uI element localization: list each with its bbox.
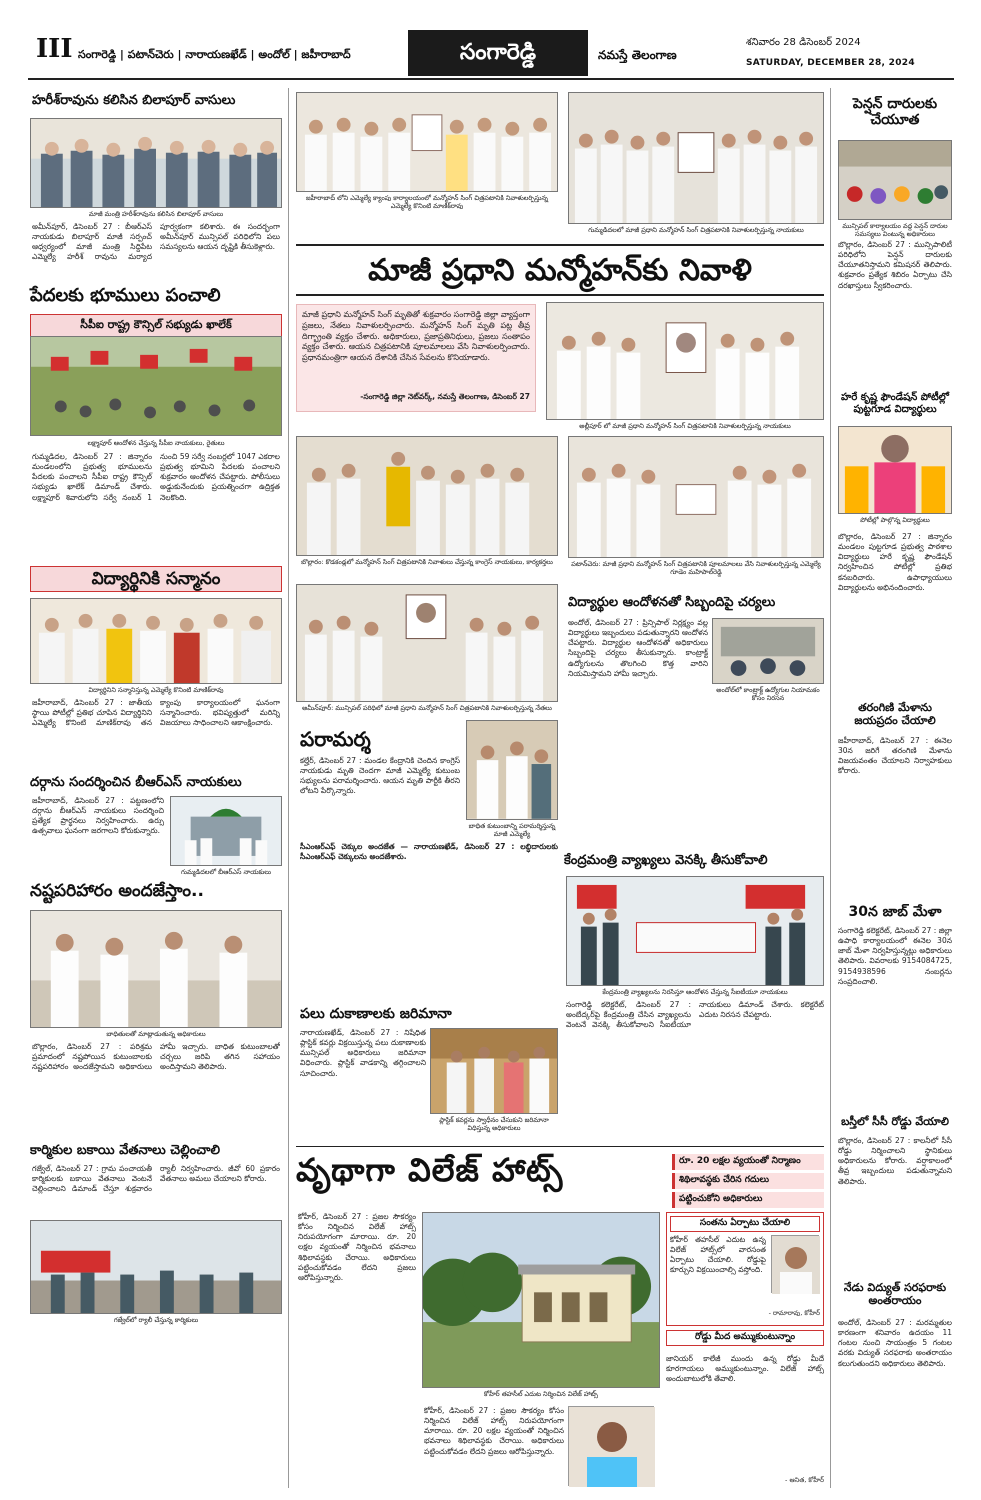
story-photo (30, 336, 282, 436)
photo-caption: బాధితులతో మాట్లాడుతున్న అధికారులు (106, 1030, 206, 1038)
photo-caption: అందోల్‌లో కాంట్రాక్ట్ ఉద్యోగుల నియామకం కోసం నిరసన (716, 686, 820, 703)
story-body: సంగారెడ్డి కలెక్టరేట్, డిసెంబర్ 27 : అంబేద్కర్‌పై కేంద్రమంత్రి చేసిన వ్యాఖ్యలను వెంటనే వెనక్కి తీసుకోవాలని సీఐటీయూ నాయకులు డిమాండ్ చేశారు. కలెక్టరేట్ ఎదుట నిరసన చేపట్టారు. (566, 1000, 824, 1030)
newspaper-name: నమస్తే తెలంగాణ (598, 48, 677, 62)
quote-box (666, 1212, 824, 1326)
story-headline: విద్యార్థినికి సన్మానం (30, 566, 282, 592)
photo-caption: గజ్వేల్‌లో ర్యాలీ చేస్తున్న కార్మికులు (113, 1316, 199, 1324)
region-list: సంగారెడ్డి | పటాన్‌చెరు | నారాయణఖేడ్ | అందోల్ | జహీరాబాద్ (78, 48, 351, 61)
story-headline: కార్మికుల బకాయి వేతనాలు చెల్లించాలి (30, 1143, 221, 1158)
story-body: నారాయణఖేడ్, డిసెంబర్ 27 : నిషేధిత ప్లాస్టిక్ కవర్లు విక్రయిస్తున్న పలు దుకాణాలకు మున్సిపల్ అధికారులు జరిమానా విధించారు. ప్లాస్టిక్ వాడకాన్ని తగ్గించాలని సూచించారు. (300, 1028, 426, 1078)
feature-body-cont: కోహీర్, డిసెంబర్ 27 : ప్రజల సౌకర్యం కోసం నిర్మించిన విలేజ్ హాట్స్ నిరుపయోగంగా మారాయి. రూ. 20 లక్షల వ్యయంతో నిర్మించిన భవనాలు శిథిలావస్థకు చేరాయి. అధికారులు పట్టించుకోవడం లేదని ప్రజలు ఆరోపిస్తున్నారు. (424, 1406, 564, 1456)
photo-caption: జహీరాబాద్ లోని ఎమ్మెల్యే క్యాంపు కార్యాలయంలో మన్మోహన్ సింగ్ చిత్రపటానికి నివాళులర్పిస్తున్న ఎమ్మెల్యే కొనింటి మాణిక్‌రావు (305, 194, 549, 211)
photo-caption: మున్సిపల్ కార్యాలయం వద్ద పెన్షన్ దారుల సమస్యలు వింటున్న అధికారులు (842, 222, 948, 239)
story-headline: పలు దుకాణాలకు జరిమానా (300, 1006, 452, 1022)
photo-caption: లక్ష్మాపూర్ ఆందోళన చేస్తున్న సీపీఐ నాయకులు, రైతులు (87, 439, 225, 447)
date-telugu: శనివారం 28 డిసెంబర్ 2024 (746, 37, 861, 48)
quote-headline-row (666, 1330, 824, 1350)
story-body: బొల్లారం, డిసెంబర్ 27 : పరిశ్రమ ప్రమాదంలో నష్టపోయిన కుటుంబాలకు నష్టపరిహారం అందజేస్తామని అధికారులు హామీ ఇచ్చారు. బాధిత కుటుంబాలతో చర్చలు జరిపి తగిన సహాయం అందిస్తామని తెలిపారు. (32, 1042, 280, 1072)
story-body: కల్హేర్, డిసెంబర్ 27 : మండల కేంద్రానికి చెందిన కాంగ్రెస్ నాయకుడు మృతి చెందగా మాజీ ఎమ్మెల్యే కుటుంబ సభ్యులను పరామర్శించారు. ఆయన మృతి పార్టీకి తీరని లోటని పేర్కొన్నారు. (300, 756, 460, 796)
feature-photo (422, 1212, 660, 1388)
photo-caption: బొల్లారం: కొడకండ్లలో మన్మోహన్ సింగ్ చిత్రపటానికి నివాళులు చేస్తున్న కాంగ్రెస్ నాయకులు, కార్యకర్తలు (301, 558, 553, 566)
photo-caption: పోటీల్లో పాల్గొన్న విద్యార్థులు (860, 516, 930, 524)
photo-caption: బాధిత కుటుంబాన్ని పరామర్శిస్తున్న మాజీ ఎమ్మెల్యే (468, 822, 556, 839)
story-photo (568, 92, 824, 224)
story-body: అందోల్, డిసెంబర్ 27 : ప్రిన్సిపాల్ నిర్లక్ష్యం వల్ల విద్యార్థులు ఇబ్బందులు పడుతున్నారని ఆందోళన చేపట్టారు. విద్యార్థుల ఆందోళనతో అధికారులు సిబ్బందిపై చర్యలు తీసుకున్నారు. కాంట్రాక్ట్ ఉద్యోగులను తొలగించి కొత్త వారిని నియమిస్తామని హామీ ఇచ్చారు. (568, 618, 708, 678)
photo-caption: గుమ్మడిదలలో బీఆర్‌ఎస్ నాయకులు (180, 868, 272, 876)
story-photo (712, 618, 824, 684)
story-body: బొల్లారం, డిసెంబర్ 27 : మున్సిపాలిటీ పరిధిలోని పెన్షన్ దారులకు చేయూతనిస్తామని కమిషనర్ తెలిపారు. శుక్రవారం ప్రత్యేక శిబిరం ఏర్పాటు చేసి దరఖాస్తులు స్వీకరించారు. (838, 240, 952, 290)
story-body: బొల్లారం, డిసెంబర్ 27 : కాలనీలో సీసీ రోడ్డు నిర్మించాలని స్థానికులు అధికారులను కోరారు. వర్షాకాలంలో తీవ్ర ఇబ్బందులు పడుతున్నామని తెలిపారు. (838, 1136, 952, 1186)
story-body: జహీరాబాద్, డిసెంబర్ 27 : జాతీయ స్థాయి పోటీల్లో ప్రతిభ చూపిన విద్యార్థినిని ఎమ్మెల్యే కొనింటి మాణిక్‌రావు తన క్యాంపు కార్యాలయంలో ఘనంగా సన్మానించారు. భవిష్యత్తులో మరిన్ని విజయాలు సాధించాలని ఆకాంక్షించారు. (32, 698, 280, 728)
photo-caption: అల్లీపూర్ లో మాజీ ప్రధాని మన్మోహన్ సింగ్ చిత్రపటానికి నివాళులర్పిస్తున్న నాయకులు (579, 422, 791, 430)
story-photo (30, 910, 282, 1028)
story-body: సంగారెడ్డి కలెక్టరేట్, డిసెంబర్ 27 : జిల్లా ఉపాధి కార్యాలయంలో ఈనెల 30న జాబ్ మేళా నిర్వహిస్తున్నట్లు అధికారులు తెలిపారు. వివరాలకు 9154084725, 9154938596 నంబర్లను సంప్రదించాలి. (838, 926, 952, 986)
story-headline: నేడు విద్యుత్ సరఫరాకు అంతరాయం (843, 1281, 947, 1307)
story-photo (838, 140, 952, 220)
story-photo (30, 1220, 282, 1314)
quote-headline: రోడ్డు మీద అమ్ముకుంటున్నాం (666, 1330, 824, 1346)
cmrf-brief: సీఎంఆర్‌ఎఫ్ చెక్కుల అందజేత — నారాయణఖేడ్, డిసెంబర్ 27 : లబ్ధిదారులకు సీఎంఆర్‌ఎఫ్ చెక్కులను అందజేశారు. (300, 842, 558, 862)
story-headline: బస్తీలో సీసీ రోడ్డు వేయాలి (841, 1115, 949, 1128)
section-title: సంగారెడ్డి (408, 30, 588, 76)
photo-caption: పటాన్‌చెరు: మాజీ ప్రధాని మన్మోహన్ సింగ్ చిత్రపటానికి పూలమాలలు వేసి నివాళులర్పిస్తున్న ఎమ్మెల్యే గూడెం మహిపాల్‌రెడ్డి (571, 560, 821, 577)
highlight-point: పట్టించుకోని అధికారులు (672, 1192, 824, 1208)
person-photo (771, 1235, 819, 1293)
photo-caption: గుమ్మడిదలలో మాజీ ప్రధాని మన్మోహన్ సింగ్ చిత్రపటానికి నివాళులర్పిస్తున్న నాయకులు (588, 226, 804, 234)
date-english: SATURDAY, DECEMBER 28, 2024 (746, 58, 915, 68)
story-headline: విద్యార్థుల ఆందోళనతో సిబ్బందిపై చర్యలు (568, 595, 776, 610)
story-headline: హరే కృష్ణ ఫౌండేషన్ పోటీల్లో పుట్టగూడ విద్యార్థులు (841, 392, 949, 415)
photo-caption: అమీన్‌పూర్: మున్సిపల్ పరిధిలో మాజీ ప్రధాని మన్మోహన్ సింగ్ చిత్రపటానికి నివాళులర్పిస్తున్న నేతలు (302, 704, 552, 712)
photo-caption: కేంద్రమంత్రి వ్యాఖ్యలను నిరసిస్తూ ఆందోళన చేస్తున్న సీఐటీయూ నాయకులు (602, 988, 788, 996)
quote-text: జానియర్ కాలేజీ ముందు ఉన్న రోడ్డు మీదే కూరగాయలు అమ్ముకుంటున్నాం. విలేజ్ హాట్స్ అందుబాటులోకి తేవాలి. (666, 1354, 824, 1384)
quote-attribution: - ఆనిత, కోహీర్ (785, 1476, 824, 1484)
lead-byline: -సంగారెడ్డి జిల్లా నెట్‌వర్క్, నమస్తే తెలంగాణ, డిసెంబర్ 27 (360, 392, 530, 401)
lead-body: మాజీ ప్రధాని మన్మోహన్ సింగ్ మృతితో శుక్రవారం సంగారెడ్డి జిల్లా వ్యాప్తంగా ప్రజలు, నేతలు నివాళులర్పించారు. మన్మోహన్ సింగ్ మృతి పట్ల తీవ్ర దిగ్భ్రాంతి వ్యక్తం చేశారు. అధికారులు, ప్రజాప్రతినిధులు, ప్రజలు సంతాపం వ్యక్తం చేశారు. ఆయన చిత్రపటానికి పూలమాలలు వేసి నివాళులర్పించారు. ప్రధానమంత్రిగా ఆయన దేశానికి చేసిన సేవలను కొనియాడారు. (302, 310, 530, 363)
story-headline: పేదలకు భూములు పంచాలి (30, 285, 221, 306)
story-photo (30, 598, 282, 684)
section-rule (296, 1146, 824, 1147)
quote-attribution: - రామారావు, కోహీర్ (768, 1309, 820, 1317)
photo-caption: మాజీ మంత్రి హరీశ్‌రావును కలిసిన బిలాపూర్ వాసులు (88, 210, 224, 218)
photo-caption: విద్యార్థినిని సన్మానిస్తున్న ఎమ్మెల్యే కొనింటి మాణిక్‌రావు (88, 686, 224, 694)
quote-headline: సంతను ఏర్పాటు చేయాలి (670, 1216, 820, 1232)
story-body: జహీరాబాద్, డిసెంబర్ 27 : పట్టణంలోని దర్గాను బీఆర్‌ఎస్ నాయకులు సందర్శించి ప్రత్యేక ప్రార్థనలు నిర్వహించారు. ఉర్సు ఉత్సవాలు ఘనంగా జరగాలని కోరుకున్నారు. (32, 796, 164, 836)
story-photo (296, 92, 558, 192)
story-photo (30, 118, 282, 208)
feature-body: కోహీర్, డిసెంబర్ 27 : ప్రజల సౌకర్యం కోసం నిర్మించిన విలేజ్ హాట్స్ నిరుపయోగంగా మారాయి. రూ. 20 లక్షల వ్యయంతో నిర్మించిన భవనాలు శిథిలావస్థకు చేరాయి. అధికారులు పట్టించుకోవడం లేదని ప్రజలు ఆరోపిస్తున్నారు. (298, 1212, 416, 1282)
story-photo (430, 1028, 558, 1114)
story-body: జహీరాబాద్, డిసెంబర్ 27 : ఈనెల 30న జరిగే తరంగిణి మేళాను విజయవంతం చేయాలని నిర్వాహకులు కోరారు. (838, 736, 952, 776)
story-headline: తరంగిణి మేళాను జయప్రదం చేయాలి (854, 701, 936, 727)
story-photo (466, 720, 558, 820)
masthead (28, 28, 954, 80)
person-photo (568, 1406, 654, 1486)
story-photo (170, 796, 282, 866)
story-headline: 30న జాబ్ మేళా (848, 904, 942, 920)
page-number: III (36, 34, 73, 64)
story-photo (296, 436, 558, 556)
feature-headline: వృథాగా విలేజ్ హాట్స్ (296, 1151, 564, 1189)
photo-caption: ప్లాస్టిక్ కవర్లను స్వాధీనం చేసుకుని జరిమానా విధిస్తున్న అధికారులు (439, 1116, 549, 1133)
story-photo (566, 876, 824, 986)
story-body: అమీన్‌పూర్, డిసెంబర్ 27 : బీఆర్‌ఎస్ నాయకుడు బిలాపూర్ మాజీ సర్పంచ్ ఆధ్వర్యంలో మాజీ మంత్రి సిద్దిపేట ఎమ్మెల్యే హరీశ్ రావును మర్యాద పూర్వకంగా కలిశారు. ఈ సందర్భంగా అమీన్‌పూర్ మున్సిపల్ పరిధిలోని పలు సమస్యలను ఆయన దృష్టికి తీసుకెళ్లారు. (32, 222, 280, 262)
story-headline: పరామర్శ (300, 727, 371, 751)
story-photo (838, 426, 952, 514)
story-headline: దర్గాను సందర్శించిన బీఆర్‌ఎస్ నాయకులు (30, 775, 242, 790)
quote-text: కోహీర్ తహసీల్ ఎదుట ఉన్న విలేజ్ హాట్స్‌లో వారసంత ఏర్పాటు చేయాలి. రోడ్డుపై కూర్చుని విక్రయించాల్సి వస్తోంది. (670, 1235, 766, 1275)
story-photo (546, 302, 824, 420)
column-rule (830, 88, 831, 1488)
feature-highlights (672, 1154, 824, 1211)
photo-caption: కోహీర్ తహసీల్ ఎదుట నిర్మించిన విలేజ్ హాట్స్ (484, 1390, 598, 1398)
story-headline: నష్టపరిహారం అందజేస్తాం.. (30, 881, 204, 901)
column-rule (288, 88, 289, 1488)
story-headline: పెన్షన్ దారులకు చేయూత (852, 96, 938, 129)
story-headline: కేంద్రమంత్రి వ్యాఖ్యలు వెనక్కి తీసుకోవాలి (564, 853, 768, 868)
lead-box (296, 304, 536, 412)
highlight-point: శిథిలావస్థకు చేరిన గదులు (672, 1173, 824, 1189)
lead-banner-headline: మాజీ ప్రధాని మన్మోహన్‌కు నివాళి (296, 244, 824, 296)
story-headline: హరీశ్‌రావును కలిసిన బిలాపూర్ వాసులు (32, 93, 236, 108)
story-photo (568, 436, 824, 558)
highlight-point: రూ. 20 లక్షల వ్యయంతో నిర్మాణం (672, 1154, 824, 1170)
story-body: గుమ్మడిదల, డిసెంబర్ 27 : జిన్నారం మండలంలోని ప్రభుత్వ భూములను పేదలకు పంచాలని సీపీఐ రాష్ట్ర కౌన్సిల్ సభ్యుడు ఖాలేక్ డిమాండ్ చేశారు. లక్ష్మాపూర్ శివారులోని సర్వే నంబర్ 1 నుంచి 59 సర్వే నంబర్లలో 1047 ఎకరాల ప్రభుత్వ భూమిని పేదలకు పంచాలని శుక్రవారం ఆందోళన చేపట్టారు. పోలీసులు అడ్డుకునేందుకు ప్రయత్నించగా ఉద్రిక్తత నెలకొంది. (32, 452, 280, 502)
story-photo (296, 584, 558, 702)
story-body: గజ్వేల్, డిసెంబర్ 27 : గ్రామ పంచాయతీ కార్మికులకు బకాయి వేతనాలు వెంటనే చెల్లించాలని డిమాండ్ చేస్తూ శుక్రవారం ర్యాలీ నిర్వహించారు. జీవో 60 ప్రకారం వేతనాలు అమలు చేయాలని కోరారు. (32, 1164, 280, 1194)
story-body: బొల్లారం, డిసెంబర్ 27 : జిన్నారం మండలం పుట్టగూడ ప్రభుత్వ పాఠశాల విద్యార్థులు హరే కృష్ణ ఫౌండేషన్ నిర్వహించిన పోటీల్లో ప్రతిభ కనబరిచారు. ఉపాధ్యాయులు విద్యార్థులను అభినందించారు. (838, 532, 952, 592)
story-body: అందోల్, డిసెంబర్ 27 : మరమ్మతుల కారణంగా శనివారం ఉదయం 11 గంటల నుంచి సాయంత్రం 5 గంటల వరకు విద్యుత్ సరఫరాకు అంతరాయం కలుగుతుందని అధికారులు తెలిపారు. (838, 1318, 952, 1368)
story-subheadline: సీపీఐ రాష్ట్ర కౌన్సిల్ సభ్యుడు ఖాలేక్ (30, 314, 282, 338)
